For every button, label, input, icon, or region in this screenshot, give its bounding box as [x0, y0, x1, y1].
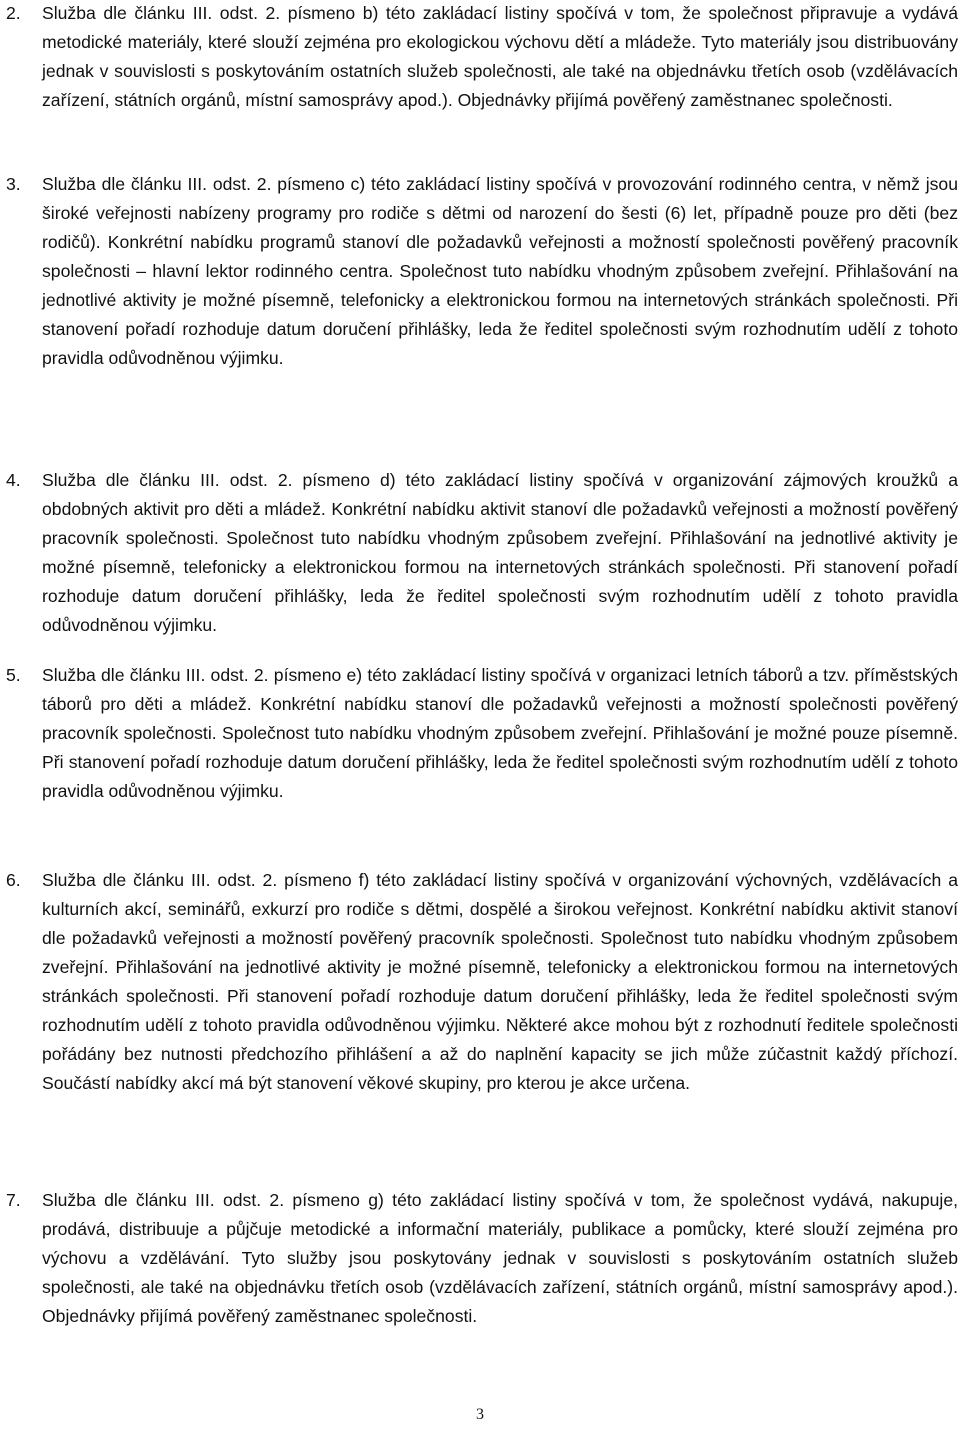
item-number: 7. [6, 1190, 21, 1210]
item-text: Služba dle článku III. odst. 2. písmeno b) této zakládací listiny spočívá v tom, že společnost připravuje a vydává metodické materiály, které slouží zejména pro ekologickou výchovu dětí a mládeže. Tyto materiály jsou distribuovány jednak v souvislosti s poskytováním ostatních služeb společnosti, ale také na objednávku třetích osob (vzdělávacích zařízení, státních orgánů, místní samosprávy apod.). Objednávky přijímá pověřený zaměstnanec společnosti. [42, 3, 958, 110]
item-text: Služba dle článku III. odst. 2. písmeno e) této zakládací listiny spočívá v organizaci letních táborů a tzv. příměstských táborů pro děti a mládež. Konkrétní nabídku stanoví dle požadavků veřejnosti a možností společnosti pověřený pracovník společnosti. Společnost tuto nabídku vhodným způsobem zveřejní. Přihlašování je možné pouze písemně. Při stanovení pořadí rozhoduje datum doručení přihlášky, leda že ředitel společnosti svým rozhodnutím udělí z tohoto pravidla odůvodněnou výjimku. [42, 665, 958, 801]
item-number: 6. [6, 870, 21, 890]
item-number: 2. [6, 3, 21, 23]
item-text: Služba dle článku III. odst. 2. písmeno f) této zakládací listiny spočívá v organizování výchovných, vzdělávacích a kulturních akcí, seminářů, exkurzí pro rodiče s dětmi, dospělé a širokou veřejnost. Konkrétní nabídku aktivit stanoví dle požadavků veřejnosti a možností pověřený pracovník společnosti. Společnost tuto nabídku vhodným způsobem zveřejní. Přihlašování na jednotlivé aktivity je možné písemně, telefonicky a elektronickou formou na internetových stránkách společnosti. Při stanovení pořadí rozhoduje datum doručení přihlášky, leda že ředitel společnosti svým rozhodnutím udělí z tohoto pravidla odůvodněnou výjimku. Některé akce mohou být z rozhodnutí ředitele společnosti pořádány bez nutnosti předchozího přihlášení a až do naplnění kapacity se jich může zúčastnit každý příchozí. Součástí nabídky akcí má být stanovení věkové skupiny, pro kterou je akce určena. [42, 870, 958, 1093]
item-number: 4. [6, 470, 21, 490]
item-text: Služba dle článku III. odst. 2. písmeno g) této zakládací listiny spočívá v tom, že společnost vydává, nakupuje, prodává, distribuuje a půjčuje metodické a informační materiály, publikace a pomůcky, které slouží zejména pro výchovu a vzdělávání. Tyto služby jsou poskytovány jednak v souvislosti s poskytováním ostatních služeb společnosti, ale také na objednávku třetích osob (vzdělávacích zařízení, státních orgánů, místní samosprávy apod.). Objednávky přijímá pověřený zaměstnanec společnosti. [42, 1190, 958, 1326]
item-text: Služba dle článku III. odst. 2. písmeno d) této zakládací listiny spočívá v organizování zájmových kroužků a obdobných aktivit pro děti a mládež. Konkrétní nabídku aktivit stanoví dle požadavků veřejnosti a možností pověřený pracovník společnosti. Společnost tuto nabídku vhodným způsobem zveřejní. Přihlašování na jednotlivé aktivity je možné písemně, telefonicky a elektronickou formou na internetových stránkách společnosti. Při stanovení pořadí rozhoduje datum doručení přihlášky, leda že ředitel společnosti svým rozhodnutím udělí z tohoto pravidla odůvodněnou výjimku. [42, 470, 958, 635]
item-number: 5. [6, 665, 21, 685]
item-number: 3. [6, 174, 21, 194]
page-number: 3 [476, 1406, 484, 1423]
item-text: Služba dle článku III. odst. 2. písmeno c) této zakládací listiny spočívá v provozování rodinného centra, v němž jsou široké veřejnosti nabízeny programy pro rodiče s dětmi od narození do šesti (6) let, případně pouze pro děti (bez rodičů). Konkrétní nabídku programů stanoví dle požadavků veřejnosti a možností společnosti pověřený pracovník společnosti – hlavní lektor rodinného centra. Společnost tuto nabídku vhodným způsobem zveřejní. Přihlašování na jednotlivé aktivity je možné písemně, telefonicky a elektronickou formou na internetových stránkách společnosti. Při stanovení pořadí rozhoduje datum doručení přihlášky, leda že ředitel společnosti svým rozhodnutím udělí z tohoto pravidla odůvodněnou výjimku. [42, 174, 958, 368]
